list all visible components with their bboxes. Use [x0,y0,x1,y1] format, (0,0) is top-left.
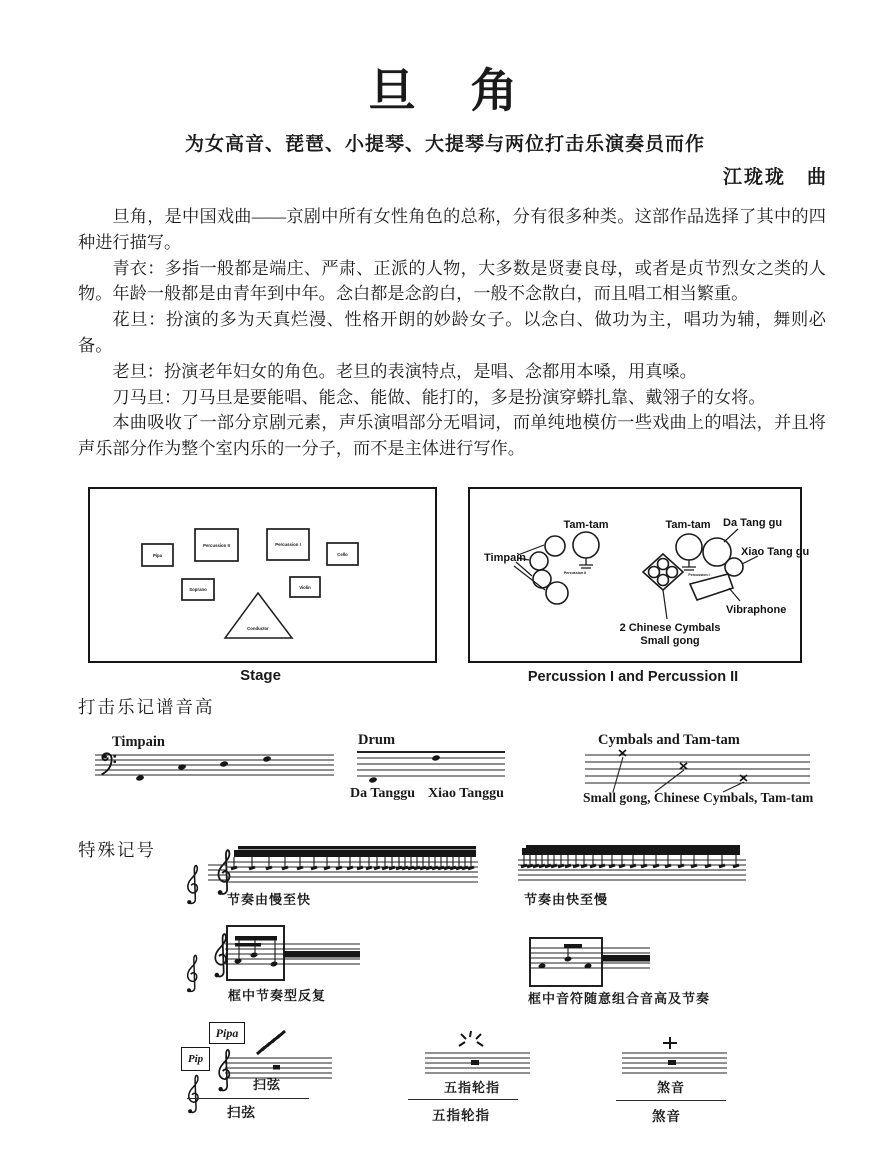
timpani-notes [135,755,271,781]
cymbal-icon [658,559,669,570]
stage-percussion2-label: Percussion II [203,543,230,548]
strum-ghost-line [187,1098,309,1099]
timpani-drum-icon [545,536,565,556]
mute-ghost-line [616,1100,726,1101]
accel-noteheads [231,867,474,869]
xiao-tanggu-sublabel: Xiao Tanggu [428,786,504,801]
conductor-triangle [225,593,292,638]
strum-icon [257,1031,285,1054]
pipa-box-ghost-label: Pip [181,1047,210,1071]
setup-caption: Percussion I and Percussion II [527,669,739,685]
mute-notehead [668,1060,676,1065]
five-finger-burst-icon [457,1030,487,1050]
five-finger-label: 五指轮指 [444,1080,501,1095]
special-heading: 特殊记号 [78,840,156,860]
stage-soprano-label: Soprano [189,587,207,592]
stage-diagram [90,489,435,661]
cymbals-pointer [663,590,667,619]
box-repeat-label: 框中节奏型反复 [228,988,327,1003]
page-subtitle: 为女高音、琵琶、小提琴、大提琴与两位打击乐演奏员而作 [184,134,705,155]
continuation-bar [284,951,360,958]
intro-paragraph: 刀马旦：刀马旦是要能唱、能念、能做、能打的，多是扮演穿蟒扎靠、戴翎子的女将。 [112,387,766,407]
drum-title: Drum [358,732,396,748]
intro-paragraph: 老旦：扮演老年妇女的角色。老旦的表演特点，是唱、念都用本嗓，用真嗓。 [112,361,697,381]
tamtam-label-right: Tam-tam [665,519,711,531]
stage-pipa-label: Pipa [152,553,163,558]
intro-paragraph: 旦角，是中国戏曲——京剧中所有女性角色的总称，分有很多种类。这部作品选择了其中的四种进行描写。 [78,207,826,252]
timpani-label: Timpain [484,552,526,564]
five-finger-notehead [471,1060,479,1065]
drum-staff [356,747,508,789]
page-title: 旦 角 [368,66,522,118]
continuation-bar [602,955,650,962]
tamtam-stand-left [579,558,593,568]
cymbal-icon [649,567,660,578]
tamtam-stand-right [682,560,696,570]
mute-label: 煞音 [657,1080,686,1095]
pipa-box-label: Pipa [209,1022,245,1044]
timpani-drum-icon [530,552,548,570]
cymbal-icon [658,575,669,586]
strum-label: 扫弦 [253,1077,282,1092]
tremolo-beam [234,850,476,857]
stage-diagram-box [88,487,437,663]
percussion2-label: Percussion II [563,571,587,575]
strum-ghost-label: 扫弦 [227,1105,256,1120]
timpani-title: Timpain [112,734,165,750]
timpani-drum-icon [546,582,568,604]
da-tanggu-sublabel: Da Tanggu [350,786,415,801]
tamtam-icon-right [676,534,702,560]
timpani-staff [92,750,337,795]
tamtam-label-left: Tam-tam [563,519,609,531]
percussion-setup-diagram [470,489,810,661]
stage-percussion1-label: Percussion I [275,542,301,547]
stage-cello-label: Cello [337,552,348,557]
da-tang-gu-pointer [724,529,738,542]
da-tang-gu-label: Da Tang gu [723,517,783,529]
intro-paragraph: 花旦：扮演的多为天真烂漫、性格开朗的妙龄女子。以念白、做功为主，唱功为辅，舞则必备。 [78,310,826,355]
composer-credit: 江珑珑 曲 [722,167,828,188]
tamtam-icon-left [573,532,599,558]
vibraphone-label: Vibraphone [726,604,787,616]
stage-conductor-label: Conductor [247,626,269,631]
intro-paragraph: 青衣：多指一般都是端庄、严肃、正派的人物，大多数是贤妻良母，或者是贞节烈女之类的人物。年龄一般都是由青年到中年。念白都是念韵白，一般不念散白，而且唱工相当繁重。 [78,258,826,304]
intro-text [78,204,826,462]
vibraphone-pointer [729,588,740,601]
cymbal-icon [667,567,678,578]
cymbals-title: Cymbals and Tam-tam [598,732,740,748]
five-finger-ghost-label: 五指轮指 [432,1108,490,1123]
notation-heading: 打击乐记谱音高 [78,697,215,717]
stage-violin-label: Violin [299,585,311,590]
percussion-diagram-box [468,487,810,663]
mute-staff [622,1049,730,1079]
vibraphone-icon [690,574,733,600]
small-gong-label: Small gong [640,635,700,647]
intro-paragraph: 本曲吸收了一部分京剧元素，声乐演唱部分无唱词，而单纯地模仿一些戏曲上的唱法，并且将声乐部分作为整个室内乐的一分子，而不是主体进行写作。 [78,413,826,459]
xiao-tang-gu-label: Xiao Tang gu [741,546,810,558]
accel-label: 节奏由慢至快 [227,892,312,907]
five-finger-ghost-line [408,1099,518,1100]
strum-notehead [273,1065,280,1070]
stage-caption: Stage [240,667,281,684]
tremolo-beam [522,848,740,855]
box-free-label: 框中音符随意组合音高及节奏 [528,991,711,1006]
chinese-cymbals-label: 2 Chinese Cymbals [619,622,721,634]
five-finger-staff [425,1049,533,1079]
drum-notes [368,754,440,783]
rit-label: 节奏由快至慢 [524,892,609,907]
cymbals-sublabel: Small gong, Chinese Cymbals, Tam-tam [583,790,814,805]
percussion1-label: Percussion I [688,573,710,577]
mute-ghost-label: 煞音 [652,1109,681,1124]
